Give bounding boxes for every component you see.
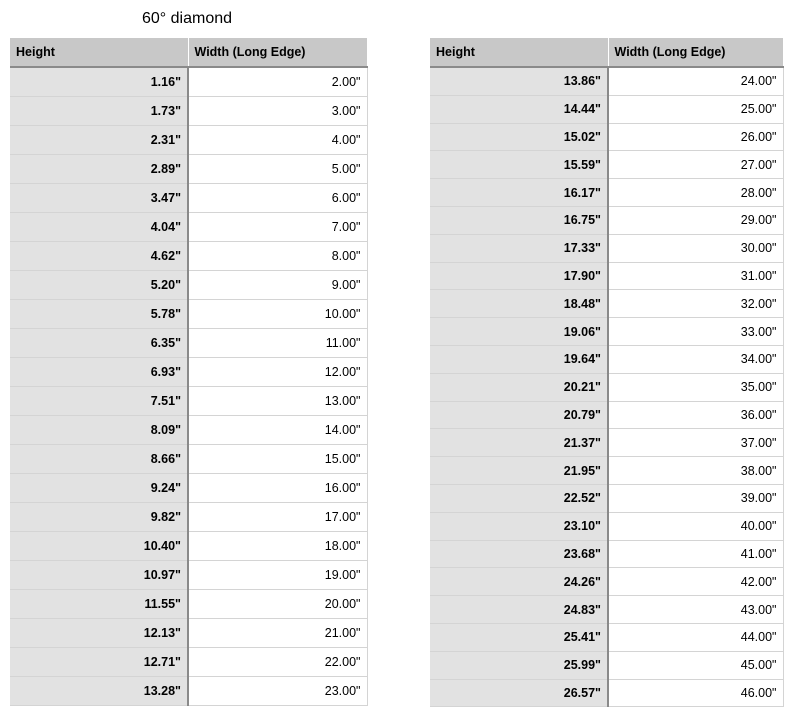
height-cell[interactable]: 20.21" — [430, 373, 608, 401]
height-cell[interactable]: 9.82" — [10, 503, 188, 532]
width-cell[interactable]: 42.00" — [608, 568, 783, 596]
height-cell[interactable]: 16.17" — [430, 179, 608, 207]
width-cell[interactable]: 24.00" — [608, 67, 783, 95]
column-header-width: Width (Long Edge) — [608, 38, 783, 67]
width-cell[interactable]: 33.00" — [608, 318, 783, 346]
height-cell[interactable]: 6.35" — [10, 329, 188, 358]
width-cell[interactable]: 30.00" — [608, 234, 783, 262]
table-row — [10, 677, 367, 706]
table-row — [430, 206, 783, 234]
height-cell[interactable]: 20.79" — [430, 401, 608, 429]
height-cell[interactable]: 11.55" — [10, 590, 188, 619]
width-cell[interactable]: 35.00" — [608, 373, 783, 401]
width-cell[interactable]: 16.00" — [188, 474, 367, 503]
table-row — [10, 503, 367, 532]
width-cell[interactable]: 46.00" — [608, 679, 783, 707]
width-cell[interactable]: 13.00" — [188, 387, 367, 416]
height-cell[interactable]: 24.83" — [430, 596, 608, 624]
width-cell[interactable]: 26.00" — [608, 123, 783, 151]
table-row — [430, 623, 783, 651]
table-row — [10, 648, 367, 677]
width-cell[interactable]: 41.00" — [608, 540, 783, 568]
height-cell[interactable]: 19.64" — [430, 345, 608, 373]
width-cell[interactable]: 38.00" — [608, 457, 783, 485]
width-cell[interactable]: 34.00" — [608, 345, 783, 373]
table-row — [10, 619, 367, 648]
table-row — [10, 242, 367, 271]
width-cell[interactable]: 11.00" — [188, 329, 367, 358]
table-row — [430, 179, 783, 207]
table-body-left — [10, 67, 367, 706]
width-cell[interactable]: 29.00" — [608, 206, 783, 234]
table-right — [430, 38, 784, 707]
table-row — [10, 126, 367, 155]
height-cell[interactable]: 19.06" — [430, 318, 608, 346]
width-cell[interactable]: 18.00" — [188, 532, 367, 561]
table-row — [430, 373, 783, 401]
table-row — [10, 416, 367, 445]
width-cell[interactable]: 28.00" — [608, 179, 783, 207]
height-cell[interactable]: 15.59" — [430, 151, 608, 179]
width-cell[interactable]: 45.00" — [608, 651, 783, 679]
width-cell[interactable]: 5.00" — [188, 155, 367, 184]
width-cell[interactable]: 4.00" — [188, 126, 367, 155]
width-cell[interactable]: 12.00" — [188, 358, 367, 387]
height-cell[interactable]: 12.71" — [10, 648, 188, 677]
height-cell[interactable]: 10.97" — [10, 561, 188, 590]
width-cell[interactable]: 10.00" — [188, 300, 367, 329]
table-body-right — [430, 67, 783, 707]
table-row — [430, 429, 783, 457]
width-cell[interactable]: 14.00" — [188, 416, 367, 445]
width-cell[interactable]: 32.00" — [608, 290, 783, 318]
table-left — [10, 38, 368, 706]
height-cell[interactable]: 3.47" — [10, 184, 188, 213]
width-cell[interactable]: 43.00" — [608, 596, 783, 624]
height-cell[interactable]: 2.31" — [10, 126, 188, 155]
height-cell[interactable]: 16.75" — [430, 206, 608, 234]
table-row — [430, 123, 783, 151]
height-cell[interactable]: 10.40" — [10, 532, 188, 561]
table-row — [10, 329, 367, 358]
table-row — [10, 387, 367, 416]
table-row — [10, 271, 367, 300]
width-cell[interactable]: 19.00" — [188, 561, 367, 590]
height-cell[interactable]: 25.99" — [430, 651, 608, 679]
height-cell[interactable]: 6.93" — [10, 358, 188, 387]
height-cell[interactable]: 4.04" — [10, 213, 188, 242]
width-cell[interactable]: 44.00" — [608, 623, 783, 651]
width-cell[interactable]: 3.00" — [188, 97, 367, 126]
table-row — [430, 151, 783, 179]
width-cell[interactable]: 31.00" — [608, 262, 783, 290]
height-cell[interactable]: 7.51" — [10, 387, 188, 416]
width-cell[interactable]: 22.00" — [188, 648, 367, 677]
column-header-height: Height — [430, 38, 608, 67]
table-row — [430, 401, 783, 429]
table-row — [430, 318, 783, 346]
width-cell[interactable]: 36.00" — [608, 401, 783, 429]
table-row — [10, 474, 367, 503]
height-cell[interactable]: 13.28" — [10, 677, 188, 706]
height-cell[interactable]: 23.10" — [430, 512, 608, 540]
column-header-height: Height — [10, 38, 188, 67]
width-cell[interactable]: 17.00" — [188, 503, 367, 532]
table-row — [10, 67, 367, 97]
height-cell[interactable]: 22.52" — [430, 484, 608, 512]
height-cell[interactable]: 24.26" — [430, 568, 608, 596]
table-row — [430, 651, 783, 679]
width-cell[interactable]: 21.00" — [188, 619, 367, 648]
page-title: 60° diamond — [142, 10, 233, 27]
table-row — [430, 596, 783, 624]
width-cell[interactable]: 20.00" — [188, 590, 367, 619]
width-cell[interactable]: 27.00" — [608, 151, 783, 179]
table-row — [430, 512, 783, 540]
table-row — [430, 345, 783, 373]
table-row — [10, 561, 367, 590]
table-row — [10, 590, 367, 619]
width-cell[interactable]: 39.00" — [608, 484, 783, 512]
table-row — [430, 568, 783, 596]
height-cell[interactable]: 8.66" — [10, 445, 188, 474]
height-cell[interactable]: 18.48" — [430, 290, 608, 318]
height-cell[interactable]: 5.78" — [10, 300, 188, 329]
width-cell[interactable]: 15.00" — [188, 445, 367, 474]
table-row — [10, 213, 367, 242]
height-cell[interactable]: 26.57" — [430, 679, 608, 707]
table-row — [430, 290, 783, 318]
width-cell[interactable]: 23.00" — [188, 677, 367, 706]
height-cell[interactable]: 9.24" — [10, 474, 188, 503]
table-row — [10, 155, 367, 184]
height-cell[interactable]: 14.44" — [430, 95, 608, 123]
width-cell[interactable]: 6.00" — [188, 184, 367, 213]
width-cell[interactable]: 40.00" — [608, 512, 783, 540]
width-cell[interactable]: 2.00" — [188, 67, 367, 97]
height-cell[interactable]: 13.86" — [430, 67, 608, 95]
table-row — [10, 97, 367, 126]
width-cell[interactable]: 9.00" — [188, 271, 367, 300]
height-cell[interactable]: 23.68" — [430, 540, 608, 568]
table-row — [10, 445, 367, 474]
width-cell[interactable]: 25.00" — [608, 95, 783, 123]
width-cell[interactable]: 8.00" — [188, 242, 367, 271]
table-row — [430, 484, 783, 512]
width-cell[interactable]: 7.00" — [188, 213, 367, 242]
height-cell[interactable]: 21.95" — [430, 457, 608, 485]
table-row — [430, 67, 783, 95]
header-row — [430, 38, 783, 67]
table-row — [430, 540, 783, 568]
width-cell[interactable]: 37.00" — [608, 429, 783, 457]
table-row — [10, 532, 367, 561]
height-cell[interactable]: 8.09" — [10, 416, 188, 445]
height-cell[interactable]: 15.02" — [430, 123, 608, 151]
height-cell[interactable]: 4.62" — [10, 242, 188, 271]
height-cell[interactable]: 1.16" — [10, 67, 188, 97]
table-row — [430, 679, 783, 707]
table-row — [430, 262, 783, 290]
table-row — [430, 95, 783, 123]
height-cell[interactable]: 2.89" — [10, 155, 188, 184]
column-header-width: Width (Long Edge) — [188, 38, 367, 67]
height-cell[interactable]: 25.41" — [430, 623, 608, 651]
height-cell[interactable]: 17.33" — [430, 234, 608, 262]
height-cell[interactable]: 17.90" — [430, 262, 608, 290]
height-cell[interactable]: 12.13" — [10, 619, 188, 648]
table-row — [10, 300, 367, 329]
table-row — [430, 234, 783, 262]
table-row — [430, 457, 783, 485]
height-cell[interactable]: 21.37" — [430, 429, 608, 457]
header-row — [10, 38, 367, 67]
table-row — [10, 184, 367, 213]
table-row — [10, 358, 367, 387]
height-cell[interactable]: 1.73" — [10, 97, 188, 126]
height-cell[interactable]: 5.20" — [10, 271, 188, 300]
